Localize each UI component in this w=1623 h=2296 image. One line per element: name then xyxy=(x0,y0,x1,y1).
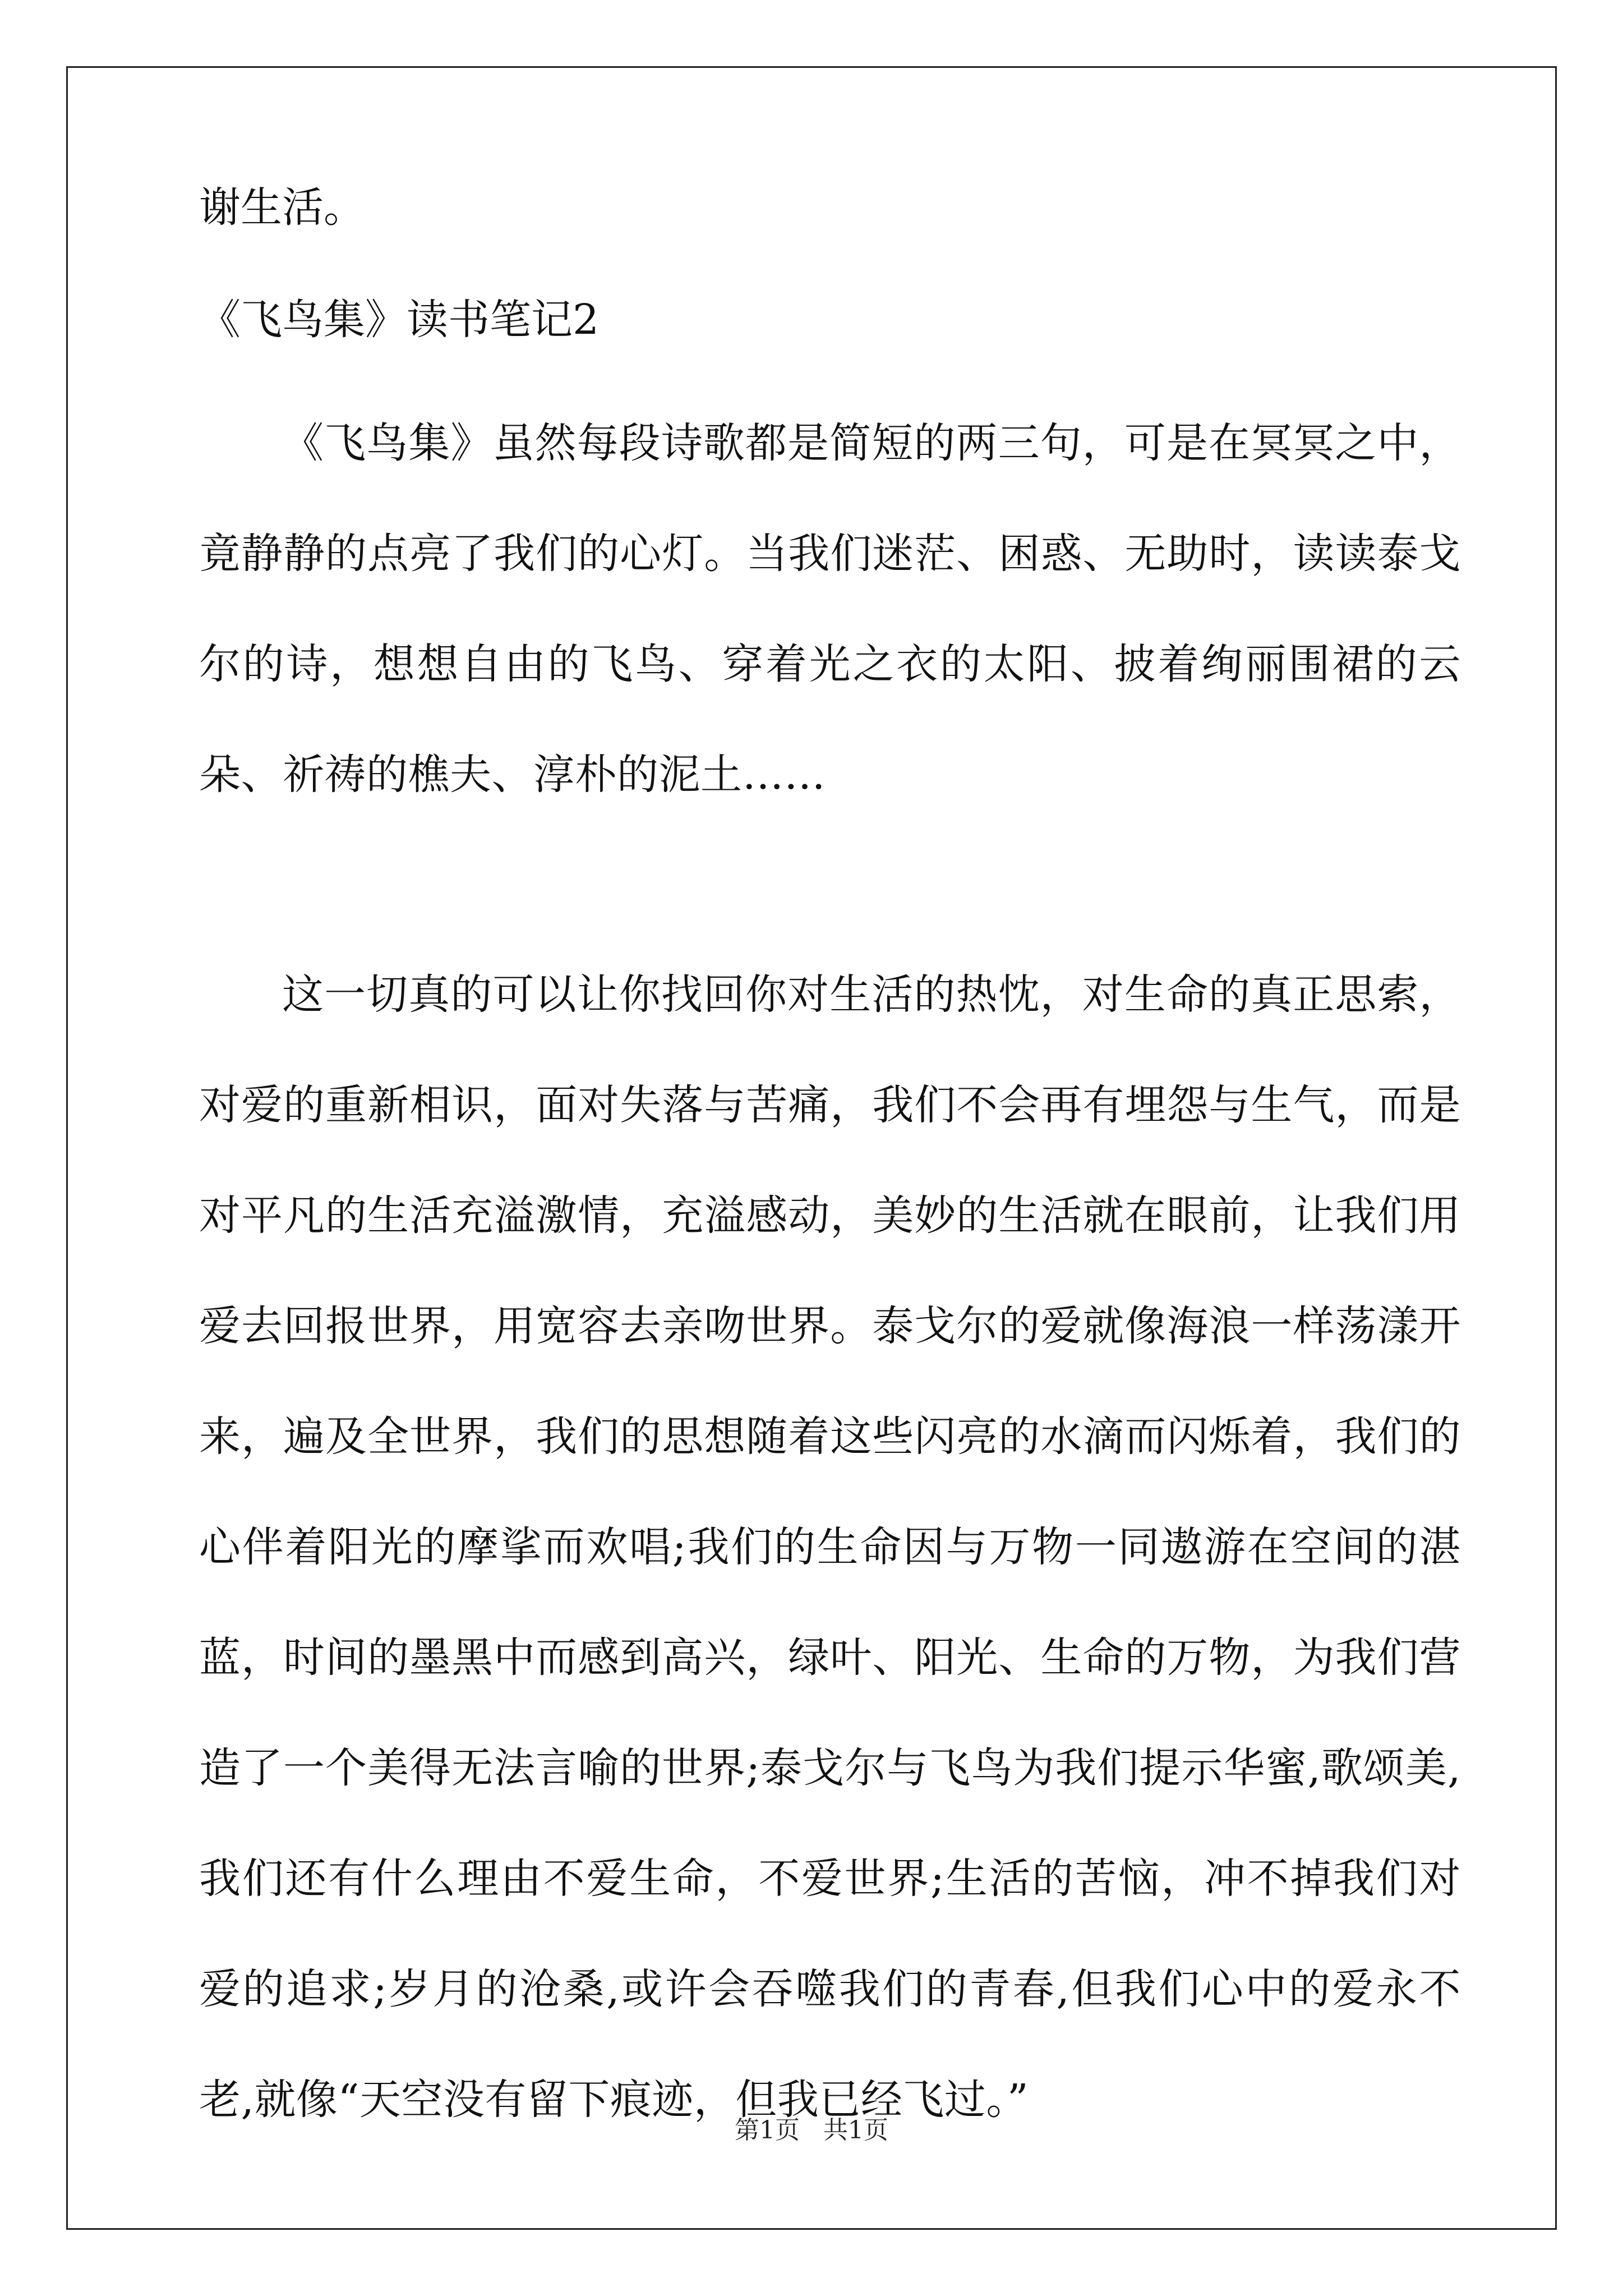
section-heading: 《飞鸟集》读书笔记2 xyxy=(199,296,600,344)
page-number-footer: 第1页 共1页 xyxy=(735,2116,888,2145)
paragraph: 这一切真的可以让你找回你对生活的热忱，对生命的真正思索，对爱的重新相识，面对失落与苦痛，我们不会再有埋怨与生气，而是对平凡的生活充溢激情，充溢感动，美妙的生活就在眼前，让我们用爱去回报世界，用宽容去亲吻世界。泰戈尔的爱就像海浪一样荡漾开来，遍及全世界，我们的思想随着这些闪亮的水滴而闪烁着，我们的心伴着阳光的摩挲而欢唱;我们的生命因与万物一同遨游在空间的湛蓝，时间的墨黑中而感到高兴，绿叶、阳光、生命的万物，为我们营造了一个美得无法言喻的世界;泰戈尔与飞鸟为我们提示华蜜,歌颂美,我们还有什么理由不爱生命，不爱世界;生活的苦恼，冲不掉我们对爱的追求;岁月的沧桑,或许会吞噬我们的青春,但我们心中的爱永不老,就像“天空没有留下痕迹，但我已经飞过。” xyxy=(199,970,1461,2124)
paragraph: 《飞鸟集》虽然每段诗歌都是简短的两三句，可是在冥冥之中，竟静静的点亮了我们的心灯。当我们迷茫、困惑、无助时，读读泰戈尔的诗，想想自由的飞鸟、穿着光之衣的太阳、披着绚丽围裙的云朵、祈祷的樵夫、淳朴的泥土…… xyxy=(199,419,1461,799)
continued-text-line: 谢生活。 xyxy=(199,183,365,232)
